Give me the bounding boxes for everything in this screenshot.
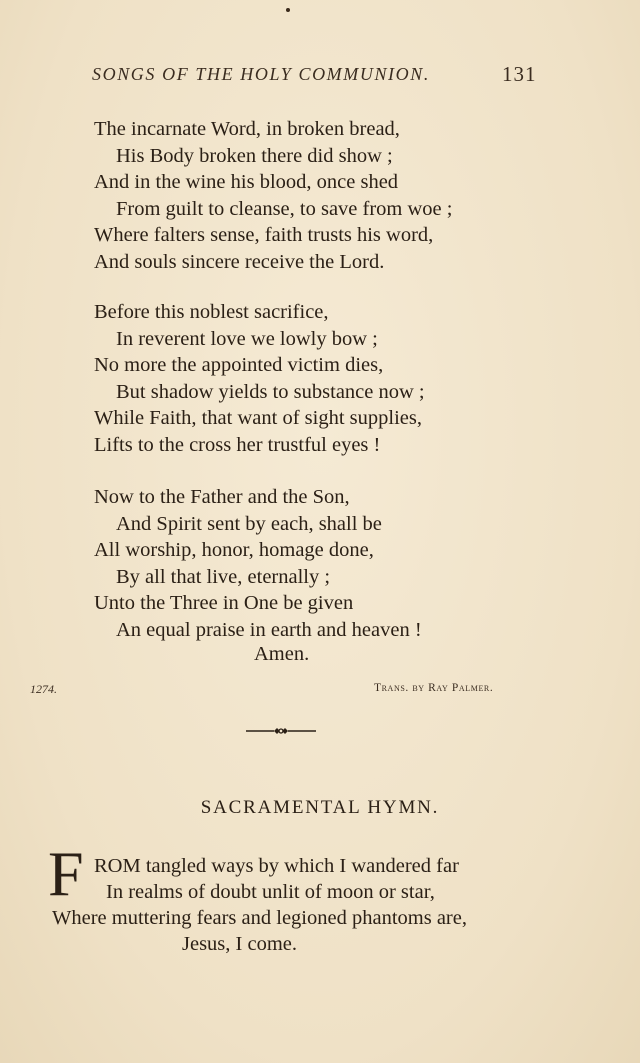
verse-line: And Spirit sent by each, shall be <box>116 512 382 535</box>
verse-line: By all that live, eternally ; <box>116 565 331 588</box>
verse-line: ROM tangled ways by which I wandered far <box>94 855 459 877</box>
section-divider-ornament-icon <box>246 724 316 738</box>
stanza-2 <box>94 299 425 458</box>
verse-line: Where falters sense, faith trusts his word, <box>94 224 434 246</box>
verse-line: An equal praise in earth and heaven ! <box>116 618 422 641</box>
verse-line: While Faith, that want of sight supplies, <box>94 407 422 429</box>
verse-line: And souls sincere receive the Lord. <box>94 250 385 273</box>
verse-line: The incarnate Word, in broken bread, <box>94 118 400 140</box>
running-head-title: SONGS OF THE HOLY COMMUNION. <box>92 64 430 84</box>
verse-line: No more the appointed victim dies, <box>94 354 384 376</box>
ink-speck <box>286 8 290 12</box>
verse-line: Before this noblest sacrifice, <box>94 301 329 323</box>
verse-line: Jesus, I come. <box>182 933 298 955</box>
verse-line: His Body broken there did show ; <box>116 144 393 167</box>
stanza-1 <box>94 116 452 275</box>
verse-line: From guilt to cleanse, to save from woe ; <box>116 197 453 220</box>
amen-line: Amen. <box>254 643 310 665</box>
hymn-number: 1274. <box>30 682 57 696</box>
drop-cap-letter: F <box>48 838 84 909</box>
stanza-3 <box>94 484 422 643</box>
verse-line: In realms of doubt unlit of moon or star, <box>106 881 435 903</box>
hymn-title: SACRAMENTAL HYMN. <box>200 797 440 818</box>
verse-line: But shadow yields to substance now ; <box>116 380 425 403</box>
verse-line: And in the wine his blood, once shed <box>94 171 399 193</box>
verse-line: In reverent love we lowly bow ; <box>116 327 378 350</box>
verse-line: Unto the Three in One be given <box>94 592 354 614</box>
page-number: 131 <box>502 62 537 86</box>
translator-attribution: Trans. by Ray Palmer. <box>374 682 494 694</box>
verse-line: All worship, honor, homage done, <box>94 539 374 561</box>
verse-line: Now to the Father and the Son, <box>94 486 350 508</box>
verse-line: Where muttering fears and legioned phantoms are, <box>52 907 467 929</box>
verse-line: Lifts to the cross her trustful eyes ! <box>94 433 381 456</box>
